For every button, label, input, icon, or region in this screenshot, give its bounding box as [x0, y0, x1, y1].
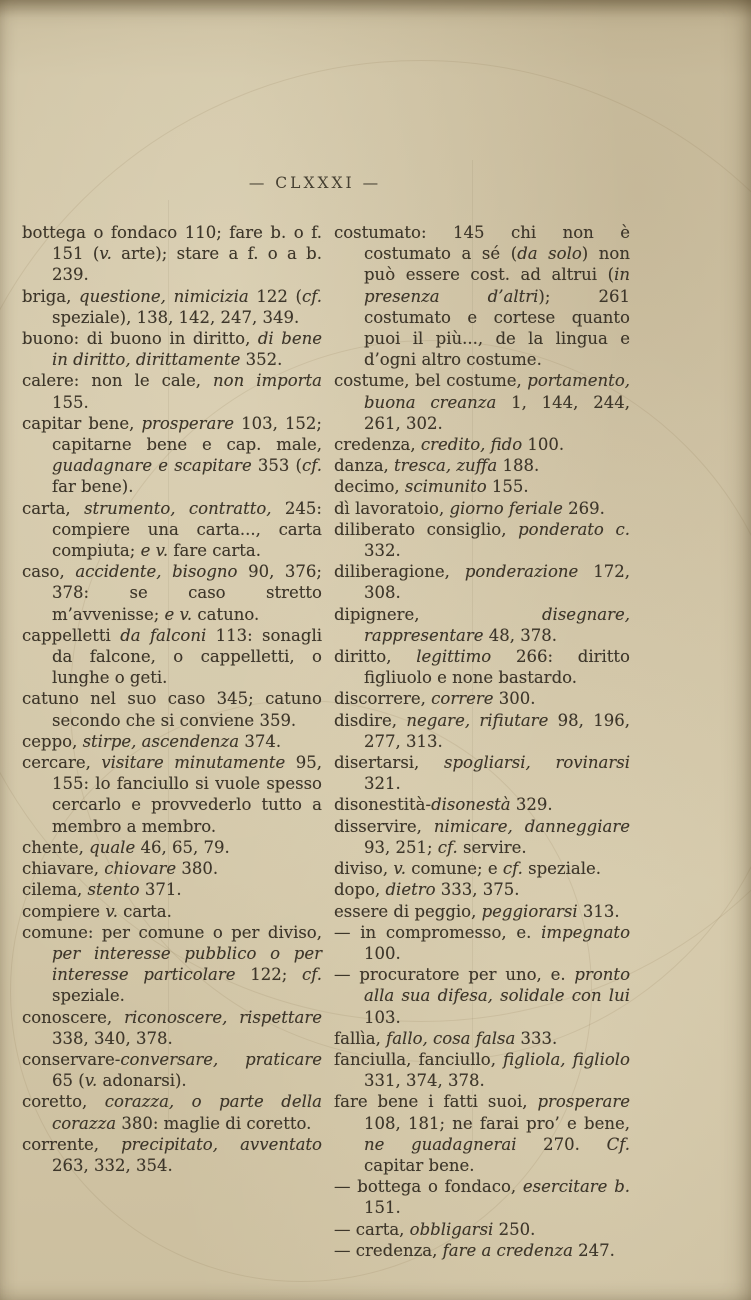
index-entry — [334, 476, 630, 497]
entry-text: carta. — [117, 901, 172, 921]
entry-text: adonarsi). — [97, 1071, 187, 1091]
entry-gloss-italic: fallo, cosa falsa — [386, 1028, 516, 1048]
index-entry — [22, 901, 322, 922]
entry-text: far bene). — [52, 477, 134, 497]
entry-gloss-italic: riconoscere, rispettare — [124, 1007, 322, 1027]
entry-text: 338, 340, 378. — [52, 1028, 173, 1048]
entry-text: 263, 332, 354. — [52, 1155, 173, 1175]
index-entry — [22, 625, 322, 689]
entry-gloss-italic: impegnato — [541, 922, 630, 942]
entry-gloss-italic: prosperare — [537, 1092, 630, 1112]
index-entry — [334, 498, 630, 519]
index-entry — [334, 1240, 630, 1261]
index-entry — [334, 1028, 630, 1049]
entry-gloss-italic: chiovare — [104, 859, 177, 879]
entry-gloss-italic: nimicare, danneggiare — [433, 816, 630, 836]
entry-gloss-italic: non importa — [213, 371, 322, 391]
entry-gloss-italic: questione, nimicizia — [79, 286, 249, 306]
entry-text: ); 261 costumato e cortese quanto puoi il più..., de la lingua e d’ogni altro costume. — [364, 286, 630, 370]
entry-gloss-italic: per interesse pubblico o per interesse particolare — [52, 943, 322, 985]
entry-text: 48, 378. — [483, 625, 557, 645]
index-entry — [334, 710, 630, 752]
entry-gloss-italic: figliola, figliolo — [503, 1049, 630, 1069]
entry-text: ceppo, — [22, 731, 83, 751]
entry-text: chente, — [22, 837, 90, 857]
entry-text: 380: maglie di coretto. — [116, 1113, 312, 1133]
entry-text: 155. — [52, 392, 89, 412]
entry-gloss-italic: cf. — [302, 286, 323, 306]
entry-gloss-italic: v. — [99, 244, 112, 264]
entry-text: — procuratore per uno, e. — [334, 965, 575, 985]
entry-text: diviso, — [334, 859, 394, 879]
entry-text: compiere — [22, 901, 106, 921]
entry-text: capitar bene, — [22, 413, 142, 433]
index-entry — [334, 752, 630, 794]
entry-text: 98, 196, 277, 313. — [364, 710, 630, 751]
entry-text: capitar bene. — [364, 1155, 475, 1175]
entry-gloss-italic: di bene in diritto, dirittamente — [52, 329, 322, 370]
entry-text: 247. — [572, 1240, 615, 1260]
index-entry — [22, 561, 322, 625]
index-entry — [334, 604, 630, 646]
entry-gloss-italic: pronto alla sua difesa, solidale con lui — [364, 965, 630, 1006]
entry-gloss-italic: visitare minutamente — [101, 753, 286, 773]
entry-text: dipignere, — [334, 604, 542, 624]
entry-text: 321. — [364, 774, 401, 794]
entry-text: fanciulla, fanciullo, — [334, 1049, 504, 1069]
index-entry — [334, 370, 630, 434]
index-entry — [334, 519, 630, 561]
entry-text: bottega o fondaco 110; fare b. o f. 151 ( — [22, 223, 322, 264]
entry-gloss-italic: stirpe, ascendenza — [82, 731, 240, 751]
entry-text: comune; e — [405, 859, 503, 879]
index-entry — [22, 413, 322, 498]
entry-text: conservare- — [22, 1049, 121, 1069]
entry-gloss-italic: stento — [87, 880, 140, 900]
index-entry — [22, 1049, 322, 1091]
entry-gloss-italic: cf. — [502, 859, 523, 879]
entry-gloss-italic: legittimo — [416, 647, 492, 667]
entry-gloss-italic: e v. — [140, 541, 169, 561]
entry-gloss-italic: e v. — [164, 604, 193, 624]
entry-text: 65 ( — [52, 1071, 85, 1091]
entry-gloss-italic: peggiorarsi — [481, 901, 578, 921]
entry-text: buono: di buono in diritto, — [22, 329, 258, 349]
entry-text: credenza, — [334, 435, 421, 455]
entry-text: diliberagione, — [334, 562, 465, 582]
entry-text: costume, bel costume, — [334, 371, 528, 391]
index-entry — [334, 858, 630, 879]
entry-gloss-italic: correre — [431, 689, 494, 709]
entry-text: disservire, — [334, 816, 434, 836]
entry-text: 172, 308. — [364, 562, 630, 603]
index-entry — [22, 879, 322, 900]
index-entry — [22, 498, 322, 562]
entry-text: — carta, — [334, 1219, 410, 1239]
entry-gloss-italic: ponderazione — [464, 562, 579, 582]
entry-gloss-italic: obbligarsi — [409, 1219, 494, 1239]
entry-text: danza, — [334, 456, 395, 476]
entry-text: 103, 152; capitarne bene e cap. male, — [52, 413, 322, 455]
index-entry — [22, 731, 322, 752]
entry-text: 122 ( — [248, 286, 302, 306]
index-entry — [334, 222, 630, 370]
entry-gloss-italic: cf. — [301, 456, 322, 476]
entry-gloss-italic: dietro — [385, 880, 436, 900]
entry-text: fare bene i fatti suoi, — [334, 1092, 538, 1112]
entry-text: diliberato consiglio, — [334, 519, 519, 539]
index-columns — [22, 222, 630, 1261]
entry-text: 331, 374, 378. — [364, 1071, 485, 1091]
entry-gloss-italic: disegnare, rappresentare — [364, 604, 630, 645]
entry-text: decimo, — [334, 477, 405, 497]
entry-text: 100. — [364, 943, 401, 963]
entry-text: briga, — [22, 286, 80, 306]
index-entry — [334, 901, 630, 922]
entry-gloss-italic: giorno feriale — [449, 498, 563, 518]
entry-text: catuno. — [192, 604, 260, 624]
entry-gloss-italic: negare, rifiutare — [406, 710, 549, 730]
entry-text: fare carta. — [168, 541, 261, 561]
index-entry — [334, 794, 630, 815]
entry-text: 329. — [510, 795, 553, 815]
entry-gloss-italic: spogliarsi, rovinarsi — [444, 753, 630, 773]
index-entry — [334, 1219, 630, 1240]
entry-gloss-italic: fare a credenza — [442, 1240, 573, 1260]
entry-text: — credenza, — [334, 1240, 443, 1260]
entry-text: 122; — [235, 965, 302, 985]
entry-text: cappelletti — [22, 625, 121, 645]
entry-text: 155. — [486, 477, 529, 497]
entry-text: 333. — [515, 1028, 558, 1048]
page-number-heading: — CLXXXI — — [248, 174, 382, 192]
index-entry — [334, 879, 630, 900]
entry-text: 95, 155: lo fanciullo si vuole spesso cercarlo e provvederlo tutto a membro a membro. — [52, 753, 322, 836]
entry-text: fallìa, — [334, 1028, 387, 1048]
entry-gloss-italic: v. — [393, 859, 406, 879]
index-entry — [22, 286, 322, 328]
entry-gloss-italic: quale — [89, 837, 136, 857]
entry-gloss-italic: tresca, zuffa — [394, 456, 498, 476]
index-entry — [22, 837, 322, 858]
entry-gloss-italic: v. — [84, 1071, 98, 1091]
entry-gloss-italic: disonestà — [431, 795, 511, 815]
entry-text: costumato: 145 chi non è costumato a sé ( — [334, 223, 630, 264]
index-entry — [22, 370, 322, 412]
entry-text: speziale), 138, 142, 247, 349. — [52, 307, 300, 327]
index-entry — [22, 1091, 322, 1133]
entry-gloss-italic: da falconi — [120, 625, 207, 645]
entry-text: 108, 181; ne farai pro’ e bene, — [364, 1113, 630, 1133]
entry-text: 245: compiere una carta..., carta compiuta; — [52, 498, 322, 561]
index-entry — [334, 1091, 630, 1176]
entry-text: 353 ( — [251, 456, 302, 476]
index-entry — [334, 964, 630, 1028]
entry-text: — bottega o fondaco, — [334, 1177, 523, 1197]
entry-text: dì lavoratoio, — [334, 498, 450, 518]
index-entry — [22, 752, 322, 837]
entry-text: 266: diritto figliuolo e none bastardo. — [364, 647, 630, 688]
entry-text: 1, 144, 244, 261, 302. — [364, 392, 630, 433]
entry-text: 270. — [516, 1134, 607, 1154]
entry-text: comune: per comune o per diviso, — [22, 922, 322, 942]
entry-text: arte); stare a f. o a b. 239. — [52, 244, 322, 285]
entry-text: coretto, — [22, 1092, 105, 1112]
entry-text: essere di peggio, — [334, 901, 482, 921]
index-entry — [334, 646, 630, 688]
entry-text: corrente, — [22, 1134, 122, 1154]
entry-text: cilema, — [22, 880, 88, 900]
entry-text: ) non può essere cost. ad altrui ( — [364, 244, 630, 285]
entry-gloss-italic: guadagnare e scapitare — [52, 456, 252, 476]
entry-gloss-italic: ponderato c. — [518, 519, 630, 539]
index-column-right — [334, 222, 630, 1261]
entry-text: 113: sonagli da falcone, o cappelletti, o lunghe o geti. — [52, 625, 322, 688]
entry-text: 151. — [364, 1198, 401, 1218]
entry-text: 90, 376; 378: se caso stretto m’avvenisse; — [52, 562, 322, 624]
entry-text: diritto, — [334, 647, 417, 667]
entry-text: 103. — [364, 1007, 401, 1027]
index-entry — [22, 688, 322, 730]
entry-text: 100. — [522, 435, 565, 455]
entry-text: disertarsi, — [334, 753, 444, 773]
entry-text: 380. — [176, 859, 219, 879]
entry-gloss-italic: ne guadagnerai — [364, 1134, 517, 1154]
entry-text: 269. — [562, 498, 605, 518]
entry-text: carta, — [22, 498, 85, 518]
entry-text: caso, — [22, 562, 76, 582]
index-entry — [334, 1176, 630, 1218]
index-entry — [22, 222, 322, 286]
entry-text: conoscere, — [22, 1007, 125, 1027]
entry-text: cercare, — [22, 753, 102, 773]
index-entry — [334, 816, 630, 858]
entry-gloss-italic: cf. — [437, 837, 458, 857]
index-entry — [22, 858, 322, 879]
index-entry — [334, 434, 630, 455]
entry-text: speziale. — [52, 986, 125, 1006]
entry-gloss-italic: conversare, praticare — [120, 1049, 322, 1069]
entry-text: 374. — [239, 731, 282, 751]
entry-text: catuno nel suo caso 345; catuno secondo che si conviene 359. — [22, 689, 322, 730]
entry-gloss-italic: Cf. — [606, 1134, 630, 1154]
entry-gloss-italic: portamento, buona creanza — [364, 371, 630, 412]
entry-gloss-italic: credito, fido — [420, 435, 523, 455]
entry-text: disdire, — [334, 710, 407, 730]
index-entry — [334, 561, 630, 603]
entry-gloss-italic: v. — [105, 901, 118, 921]
index-column-left — [22, 222, 322, 1261]
entry-text: servire. — [457, 837, 527, 857]
index-entry — [334, 455, 630, 476]
entry-gloss-italic: prosperare — [141, 413, 234, 433]
entry-gloss-italic: precipitato, avventato — [121, 1134, 322, 1154]
entry-text: 46, 65, 79. — [135, 837, 230, 857]
entry-text: speziale. — [522, 859, 602, 879]
entry-gloss-italic: strumento, contratto, — [84, 498, 272, 518]
entry-text: 332. — [364, 541, 401, 561]
entry-gloss-italic: esercitare b. — [522, 1177, 630, 1197]
index-entry — [22, 1007, 322, 1049]
entry-text: 333, 375. — [435, 880, 520, 900]
entry-gloss-italic: da solo — [517, 244, 582, 264]
index-entry — [334, 1049, 630, 1091]
entry-text: calere: non le cale, — [22, 371, 214, 391]
entry-text: 313. — [577, 901, 620, 921]
index-entry — [334, 922, 630, 964]
entry-text: 250. — [493, 1219, 536, 1239]
entry-gloss-italic: cf. — [301, 965, 322, 985]
entry-text: 188. — [497, 456, 540, 476]
index-entry — [334, 688, 630, 709]
entry-text: — in compromesso, e. — [334, 922, 542, 942]
index-entry — [22, 328, 322, 370]
entry-text: 371. — [139, 880, 182, 900]
entry-text: disonestità- — [334, 795, 432, 815]
index-entry — [22, 922, 322, 1007]
entry-gloss-italic: accidente, bisogno — [75, 562, 238, 582]
index-entry — [22, 1134, 322, 1176]
entry-text: 352. — [240, 350, 283, 370]
entry-text: chiavare, — [22, 859, 105, 879]
entry-text: discorrere, — [334, 689, 432, 709]
entry-gloss-italic: scimunito — [404, 477, 487, 497]
entry-text: dopo, — [334, 880, 386, 900]
entry-text: 93, 251; — [364, 837, 438, 857]
entry-text: 300. — [493, 689, 536, 709]
entry-gloss-italic: corazza, o parte della corazza — [52, 1092, 323, 1133]
entry-gloss-italic: in presenza d’altri — [364, 265, 630, 306]
